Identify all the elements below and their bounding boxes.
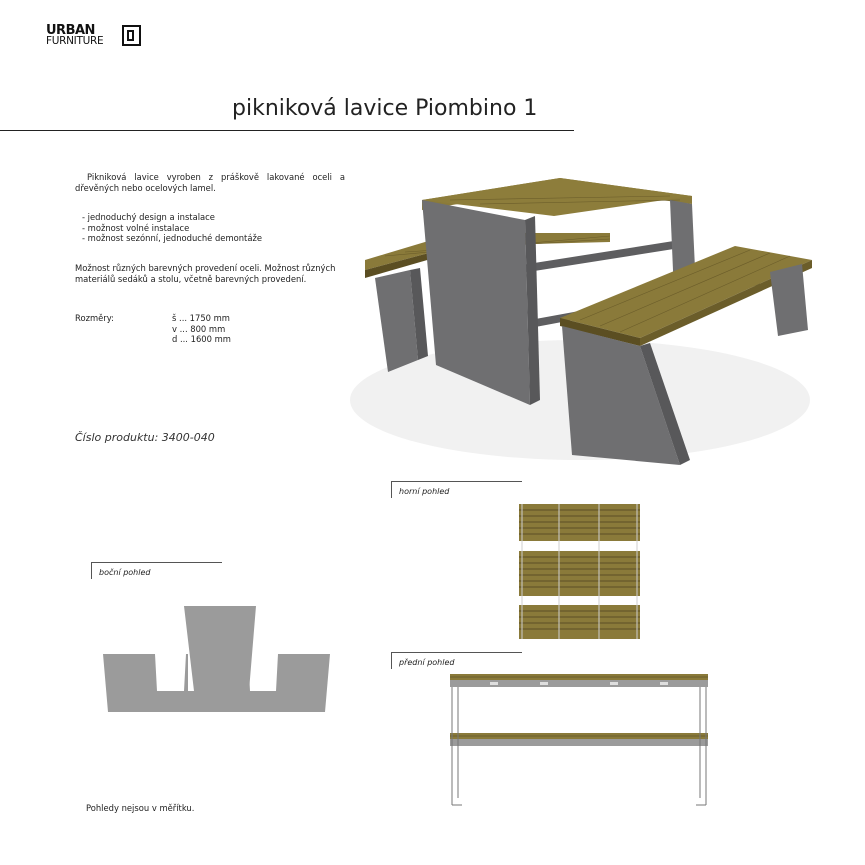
title-underline [0,130,574,131]
dimension-height: v ... 800 mm [172,323,226,334]
logo-bottom-text: FURNITURE [46,35,104,47]
dimensions-list [172,313,231,345]
feature-item: - jednoduchý design a instalace [82,212,215,222]
dimension-depth: d ... 1600 mm [172,334,231,344]
scale-note: Pohledy nejsou v měřítku. [86,803,195,813]
feature-list [82,212,262,244]
logo-top-text: URBAN [46,23,95,38]
color-options-text: Možnost různých barevných provedení oceli. Možnost různých materiálů sedáků a stolu, včetně barevných provedení. [75,263,336,284]
logo-square-icon [122,25,141,46]
dimensions-label: Rozměry: [75,313,114,323]
description-intro: Pikniková lavice vyroben z práškově lakované oceli a dřevěných nebo ocelových lamel. [75,172,345,193]
front-view-label: přední pohled [399,658,455,667]
product-render-image [340,160,820,470]
side-view-label: boční pohled [99,568,151,577]
side-view-drawing [103,606,331,712]
top-view-drawing [519,504,641,639]
product-number: Číslo produktu: 3400-040 [75,431,215,444]
feature-item: - možnost volné instalace [82,222,190,233]
top-view-label: horní pohled [399,487,450,496]
dimension-width: š ... 1750 mm [172,313,230,323]
front-view-drawing [450,674,710,806]
product-description [75,172,345,193]
page-title: pikniková lavice Piombino 1 [232,96,538,121]
feature-item: - možnost sezónní, jednoduché demontáže [82,233,263,243]
brand-logo [46,24,146,50]
